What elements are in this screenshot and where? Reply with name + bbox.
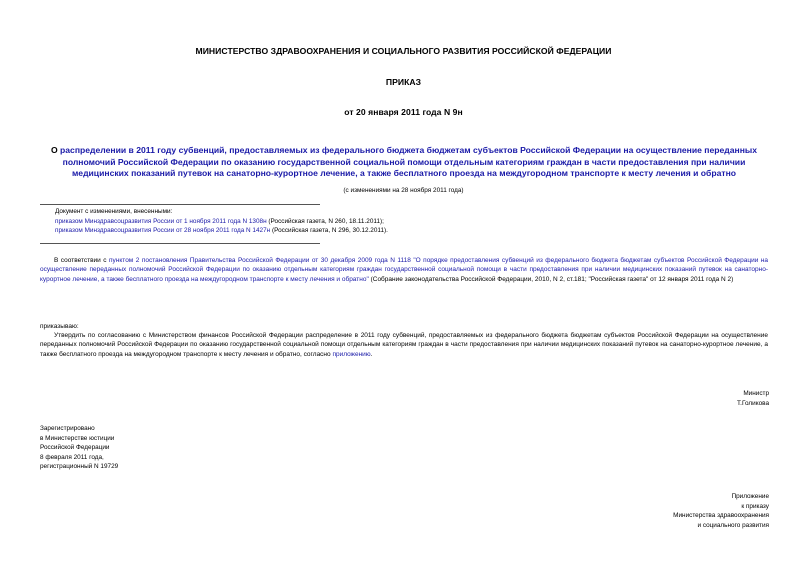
doc-type-heading: ПРИКАЗ bbox=[385, 77, 422, 87]
order-end: . bbox=[370, 350, 373, 358]
change-link-2[interactable]: приказом Минздравсоцразвития России от 28 ноября 2011 года N 1427н bbox=[55, 227, 271, 235]
doc-date-heading: от 20 января 2011 года N 9н bbox=[344, 107, 463, 117]
preamble-text-1: В соответствии с bbox=[54, 257, 110, 264]
order-paragraph bbox=[40, 331, 768, 359]
preamble-text-2: (Собрание законодательства Российской Федерации, 2010, N 2, ст.181; "Российская газета" от 12 января 2011 года N 2) bbox=[368, 275, 734, 283]
appendix-link[interactable]: приложению bbox=[332, 350, 371, 358]
change-source-1: (Российская газета, N 260, 18.11.2011); bbox=[266, 217, 384, 225]
signature-name: Т.Голикова bbox=[736, 399, 769, 407]
preamble-link[interactable]: пунктом 2 постановления Правительства Российской Федерации от 30 декабря 2009 года N 1118 "О порядке предоставления субвенций из федерального бюджета бюджетам субъектов Российской Федерации на осуществление переданных полномочий Российской Федерации по оказанию отдельным категориям граждан государственной социальной помощи в части предоставления при наличии медицинских показаний путевок на санаторно-курортное лечение, а также бесплатного проезда на междугородном транспорте к месту лечения и обратно" bbox=[40, 257, 768, 283]
signature-block bbox=[737, 389, 769, 408]
ministry-heading: МИНИСТЕРСТВО ЗДРАВООХРАНЕНИЯ И СОЦИАЛЬНОГО РАЗВИТИЯ РОССИЙСКОЙ ФЕДЕРАЦИИ bbox=[195, 46, 612, 56]
signature-position: Министр bbox=[743, 390, 769, 397]
appendix-line: и социального развития bbox=[697, 521, 769, 529]
appendix-line: к приказу bbox=[741, 502, 769, 510]
changes-heading: Документ с изменениями, внесенными: bbox=[55, 208, 173, 215]
preamble-paragraph bbox=[40, 256, 768, 284]
appendix-line: Приложение bbox=[731, 493, 769, 500]
changes-item bbox=[55, 226, 475, 236]
appendix-block bbox=[673, 492, 769, 530]
changes-block bbox=[55, 207, 475, 236]
change-source-2: (Российская газета, N 296, 30.12.2011). bbox=[270, 227, 388, 235]
changes-bottom-rule bbox=[40, 243, 320, 244]
appendix-line: Министерства здравоохранения bbox=[673, 512, 769, 520]
registration-line: регистрационный N 19729 bbox=[40, 463, 119, 471]
title-link[interactable]: распределении в 2011 году субвенций, предоставляемых из федерального бюджета бюджетам субъектов Российской Федерации на осуществление переданных полномочий Российской Федерации по оказанию государственной социальной помощи отдельным категориям граждан в части предоставления при наличии медицинских показаний путевок на санаторно-курортное лечение, а также бесплатного проезда на междугородном транспорте к месту лечения и обратно bbox=[60, 145, 758, 178]
order-text: Утвердить по согласованию с Министерством финансов Российской Федерации распределение в 2011 году субвенций, предоставляемых из федерального бюджета бюджетам субъектов Российской Федерации на осуществление переданных полномочий Российской Федерации по оказанию государственной социальной помощи отдельным категориям граждан в части предоставления при наличии медицинских показаний путевок на санаторно-курортное лечение, а также бесплатного проезда на междугородном транспорте к месту лечения и обратно, согласно bbox=[40, 332, 768, 358]
changes-top-rule bbox=[40, 204, 320, 205]
revision-note: (с изменениями на 28 ноября 2011 года) bbox=[343, 187, 464, 194]
registration-line: Зарегистрировано bbox=[40, 425, 95, 432]
prikazyvayu-label: приказываю: bbox=[40, 323, 79, 330]
registration-line: в Министерстве юстиции bbox=[40, 434, 115, 442]
registration-block bbox=[40, 424, 118, 472]
registration-line: Российской Федерации bbox=[40, 444, 110, 452]
document-title bbox=[36, 145, 772, 180]
registration-line: 8 февраля 2011 года, bbox=[40, 453, 104, 461]
change-link-1[interactable]: приказом Минздравсоцразвития России от 1 ноября 2011 года N 1308н bbox=[55, 217, 267, 225]
title-prefix: О bbox=[50, 145, 58, 155]
changes-item bbox=[55, 217, 475, 227]
